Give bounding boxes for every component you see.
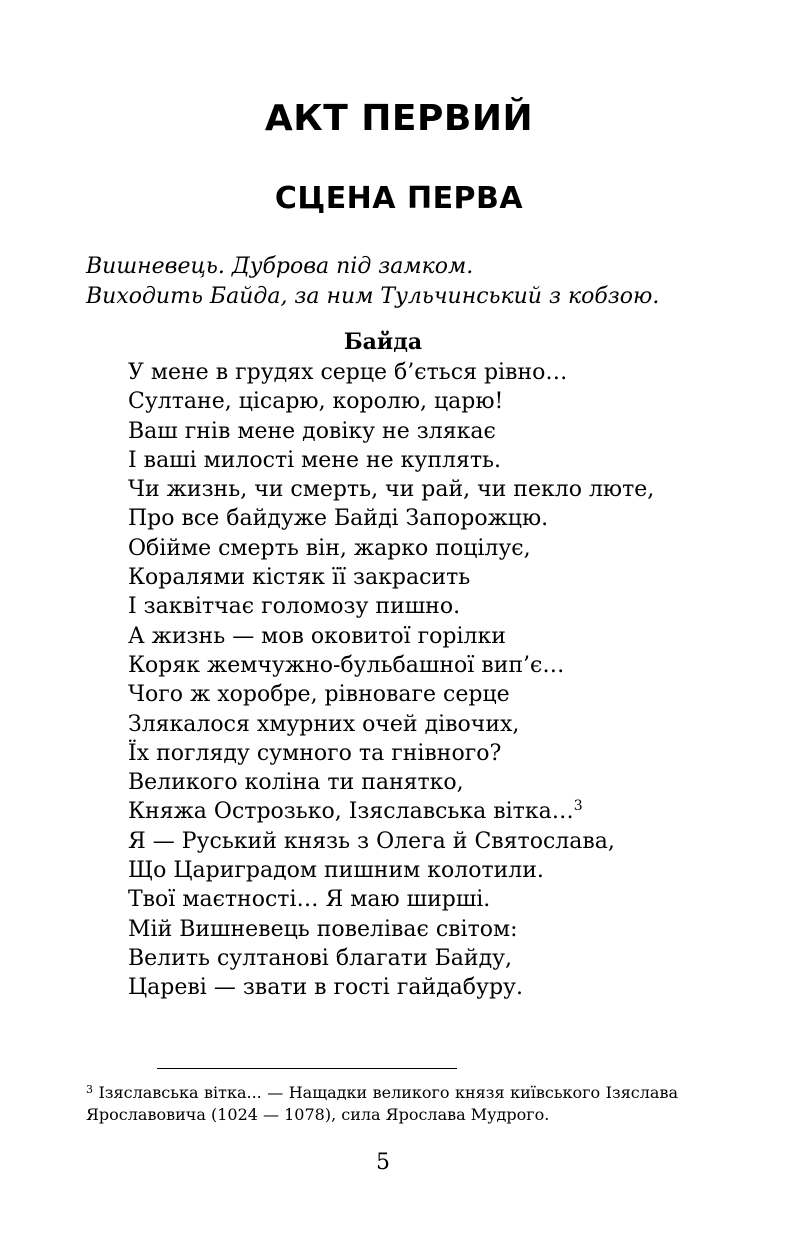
verse-line-text: І ваші милості мене не куплять. [128,447,502,473]
verse-line [128,446,654,475]
verse-line-text: Злякалося хмурних очей дівочих, [128,711,520,737]
verse-line-text: Я — Руський князь з Олега й Святослава, [128,828,615,854]
footnote-marker: 3 [86,1083,93,1096]
verse-line [128,504,654,533]
verse-block [128,358,654,1003]
footnote-reference: 3 [573,798,583,815]
verse-line [128,944,654,973]
verse-line [128,973,654,1002]
verse-line-text: Чого ж хоробре, рівноваге серце [128,682,510,708]
verse-line-text: Султане, цісарю, королю, царю! [128,389,504,415]
verse-line [128,710,654,739]
verse-line-text: Чи жизнь, чи смерть, чи рай, чи пекло люте, [128,477,655,503]
verse-line [128,768,654,797]
verse-line-text: У мене в грудях серце б’ється рівно… [128,360,568,385]
verse-line [128,387,654,416]
verse-line-text: А жизнь — мов оковитої горілки [128,623,506,649]
scene-title: СЦЕНА ПЕРВА [274,181,524,216]
verse-line [128,885,654,914]
verse-line [128,651,654,680]
verse-line [128,592,654,621]
page-number: 5 [376,1150,390,1175]
verse-line [128,739,654,768]
verse-line [128,358,654,387]
verse-line-text: Що Цариградом пишним колотили. [128,858,544,884]
footnote-divider [157,1068,457,1069]
speaker-name: Байда [343,329,423,355]
verse-line-text: Велить султанові благати Байду, [128,945,513,971]
verse-line [128,417,654,446]
verse-line [128,856,654,885]
verse-line-text: Обійме смерть він, жарко поцілує, [128,535,531,561]
verse-line-text: Коралями кістяк її закрасить [128,565,471,591]
verse-line [128,680,654,709]
verse-line [128,827,654,856]
stage-direction-line: Вишневець. Дуброва під замком. [86,254,474,279]
stage-direction-line: Виходить Байда, за ним Тульчинський з кобзою. [86,284,660,309]
verse-line-text: Ваш гнів мене довіку не злякає [128,418,496,444]
verse-line-text: Твої маєтності… Я маю ширші. [128,887,491,913]
verse-line-text: Коряк жемчужно-бульбашної вип’є… [128,652,565,678]
verse-line [128,563,654,592]
footnote-text: Ізяславська вітка... — Нащадки великого князя київського Ізяслава Ярославовича (1024 — 1078), сила Ярослава Мудрого. [86,1083,679,1124]
verse-line-text: Мій Вишневець повеліває світом: [128,916,518,942]
stage-directions [86,252,659,312]
verse-line-text: І заквітчає голомозу пишно. [128,594,461,620]
verse-line [128,915,654,944]
verse-line-text: Про все байдуже Байді Запорожцю. [128,506,549,532]
act-title: АКТ ПЕРВИЙ [264,98,534,139]
verse-line-text: Великого коліна ти панятко, [128,770,464,796]
verse-line-text: Цареві — звати в гості гайдабуру. [128,975,523,1001]
verse-line [128,622,654,651]
verse-line-text: Княжа Острозько, Ізяславська вітка… [128,799,574,825]
footnote [86,1082,678,1126]
verse-line [128,797,654,826]
verse-line [128,475,654,504]
verse-line [128,534,654,563]
verse-line-text: Їх погляду сумного та гнівного? [128,740,502,766]
